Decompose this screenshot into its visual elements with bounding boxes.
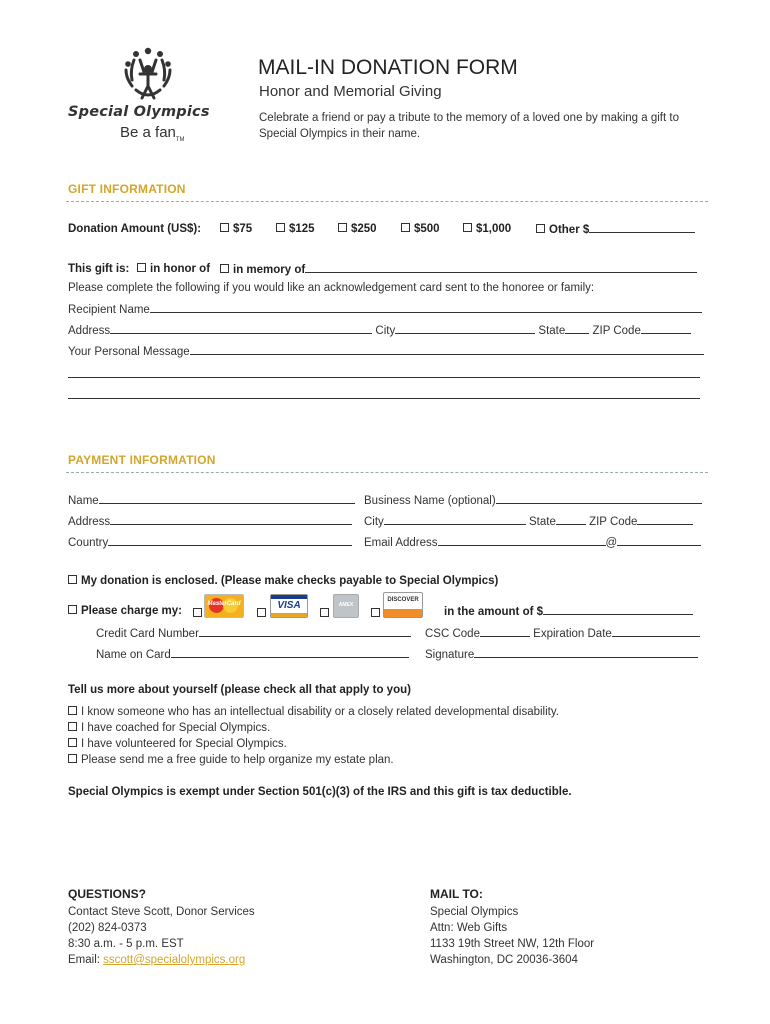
checkbox[interactable] bbox=[68, 754, 77, 763]
questions-heading: QUESTIONS? bbox=[68, 887, 147, 901]
visa-logo: VISA bbox=[270, 594, 308, 618]
other-amount-field[interactable] bbox=[589, 223, 695, 233]
recipient-state-field[interactable] bbox=[565, 324, 589, 334]
payer-state-field[interactable] bbox=[556, 515, 586, 525]
checkbox[interactable] bbox=[68, 605, 77, 614]
donation-amount-label: Donation Amount (US$): bbox=[68, 223, 202, 235]
mail-to-heading: MAIL TO: bbox=[430, 887, 483, 901]
about-option-disability[interactable]: I know someone who has an intellectual disability or a closely related developmental disability. bbox=[68, 706, 559, 718]
about-yourself-heading: Tell us more about yourself (please check all that apply to you) bbox=[68, 684, 411, 696]
charge-card-option[interactable]: Please charge my: bbox=[68, 605, 182, 617]
payer-address-field[interactable] bbox=[110, 515, 352, 525]
payer-country-field[interactable] bbox=[108, 536, 352, 546]
email-link[interactable]: sscott@specialolympics.org bbox=[103, 954, 246, 966]
checkbox[interactable] bbox=[220, 223, 229, 232]
recipient-name-row: Recipient Name bbox=[68, 303, 702, 316]
recipient-zip-field[interactable] bbox=[641, 324, 691, 334]
this-gift-is-label: This gift is: bbox=[68, 263, 130, 275]
donation-enclosed-option[interactable]: My donation is enclosed. (Please make checks payable to Special Olympics) bbox=[68, 575, 498, 587]
discover-logo: DISCOVER bbox=[383, 592, 423, 618]
payer-email-domain-field[interactable] bbox=[617, 536, 701, 546]
amount-option-75[interactable]: $75 bbox=[220, 223, 252, 235]
mail-to-line: Attn: Web Gifts bbox=[430, 922, 508, 934]
payment-information-heading: PAYMENT INFORMATION bbox=[68, 453, 216, 467]
about-option-coached[interactable]: I have coached for Special Olympics. bbox=[68, 722, 270, 734]
payer-name-row: Name bbox=[68, 494, 355, 507]
checkbox[interactable] bbox=[536, 224, 545, 233]
card-number-row: Credit Card Number bbox=[96, 627, 411, 640]
questions-block bbox=[68, 887, 255, 968]
business-name-row: Business Name (optional) bbox=[364, 494, 702, 507]
checkbox[interactable] bbox=[463, 223, 472, 232]
recipient-name-field[interactable] bbox=[150, 303, 702, 313]
amount-option-125[interactable]: $125 bbox=[276, 223, 315, 235]
questions-hours: 8:30 a.m. - 5 p.m. EST bbox=[68, 938, 184, 950]
mastercard-checkbox[interactable] bbox=[193, 608, 202, 617]
questions-email-row: Email: sscott@specialolympics.org bbox=[68, 954, 246, 966]
checkbox[interactable] bbox=[68, 722, 77, 731]
checkbox[interactable] bbox=[220, 264, 229, 273]
csc-expiration-row: CSC Code Expiration Date bbox=[425, 627, 700, 640]
payer-address-row: Address bbox=[68, 515, 352, 528]
checkbox[interactable] bbox=[338, 223, 347, 232]
payer-country-row: Country bbox=[68, 536, 352, 549]
form-subtitle: Honor and Memorial Giving bbox=[259, 83, 442, 100]
personal-message-field[interactable] bbox=[190, 345, 704, 355]
tax-deductible-note: Special Olympics is exempt under Section 501(c)(3) of the IRS and this gift is tax deductible. bbox=[68, 786, 572, 798]
section-divider bbox=[66, 201, 708, 202]
in-memory-of-option[interactable]: in memory of bbox=[220, 263, 697, 276]
name-on-card-field[interactable] bbox=[171, 648, 409, 658]
payer-city-state-zip-row: City State ZIP Code bbox=[364, 515, 693, 528]
charge-amount-row: in the amount of $ bbox=[444, 605, 693, 618]
csc-code-field[interactable] bbox=[480, 627, 530, 637]
logo-wordmark: Special Olympics bbox=[68, 104, 210, 120]
discover-checkbox[interactable] bbox=[371, 608, 380, 617]
amount-option-500[interactable]: $500 bbox=[401, 223, 440, 235]
amount-option-1000[interactable]: $1,000 bbox=[463, 223, 511, 235]
questions-contact: Contact Steve Scott, Donor Services bbox=[68, 906, 255, 918]
personal-message-row: Your Personal Message bbox=[68, 345, 704, 358]
business-name-field[interactable] bbox=[496, 494, 702, 504]
recipient-city-field[interactable] bbox=[395, 324, 535, 334]
payer-name-field[interactable] bbox=[99, 494, 355, 504]
charge-amount-field[interactable] bbox=[543, 605, 693, 615]
about-option-volunteered[interactable]: I have volunteered for Special Olympics. bbox=[68, 738, 287, 750]
mail-to-block bbox=[430, 887, 594, 968]
amex-checkbox[interactable] bbox=[320, 608, 329, 617]
mail-to-line: 1133 19th Street NW, 12th Floor bbox=[430, 938, 595, 950]
questions-phone: (202) 824-0373 bbox=[68, 922, 147, 934]
personal-message-line-2[interactable] bbox=[68, 377, 700, 378]
in-honor-of-option[interactable]: in honor of bbox=[137, 263, 210, 275]
visa-checkbox[interactable] bbox=[257, 608, 266, 617]
name-on-card-row: Name on Card bbox=[96, 648, 409, 661]
form-title: MAIL-IN DONATION FORM bbox=[258, 56, 518, 79]
athletes-circle-icon bbox=[120, 44, 176, 102]
payer-email-row: Email Address @ bbox=[364, 536, 701, 549]
checkbox[interactable] bbox=[401, 223, 410, 232]
card-number-field[interactable] bbox=[199, 627, 411, 637]
amex-logo: AMEX bbox=[333, 594, 359, 618]
gift-information-heading: GIFT INFORMATION bbox=[68, 182, 186, 196]
recipient-address-row: Address City State ZIP Code bbox=[68, 324, 691, 337]
about-option-estate-guide[interactable]: Please send me a free guide to help organize my estate plan. bbox=[68, 754, 394, 766]
payer-zip-field[interactable] bbox=[637, 515, 693, 525]
checkbox[interactable] bbox=[276, 223, 285, 232]
signature-field[interactable] bbox=[474, 648, 698, 658]
mail-to-line: Washington, DC 20036-3604 bbox=[430, 954, 578, 966]
mail-to-line: Special Olympics bbox=[430, 906, 519, 918]
expiration-date-field[interactable] bbox=[612, 627, 700, 637]
form-intro: Celebrate a friend or pay a tribute to the memory of a loved one by making a gift to Special Olympics in their name. bbox=[259, 112, 679, 140]
logo-tagline: Be a fan$_{TM}$ bbox=[120, 124, 185, 143]
recipient-address-field[interactable] bbox=[110, 324, 372, 334]
personal-message-line-3[interactable] bbox=[68, 398, 700, 399]
section-divider bbox=[66, 472, 708, 473]
mastercard-logo: MasterCard bbox=[204, 594, 244, 618]
honoree-name-field[interactable] bbox=[305, 263, 697, 273]
checkbox[interactable] bbox=[137, 263, 146, 272]
amount-option-250[interactable]: $250 bbox=[338, 223, 377, 235]
payer-city-field[interactable] bbox=[384, 515, 526, 525]
signature-row: Signature bbox=[425, 648, 698, 661]
acknowledgement-instruction: Please complete the following if you would like an acknowledgement card sent to the honoree or family: bbox=[68, 282, 595, 294]
checkbox[interactable] bbox=[68, 738, 77, 747]
checkbox[interactable] bbox=[68, 575, 77, 584]
payer-email-user-field[interactable] bbox=[438, 536, 606, 546]
amount-option-other[interactable]: Other $ bbox=[536, 223, 695, 236]
checkbox[interactable] bbox=[68, 706, 77, 715]
